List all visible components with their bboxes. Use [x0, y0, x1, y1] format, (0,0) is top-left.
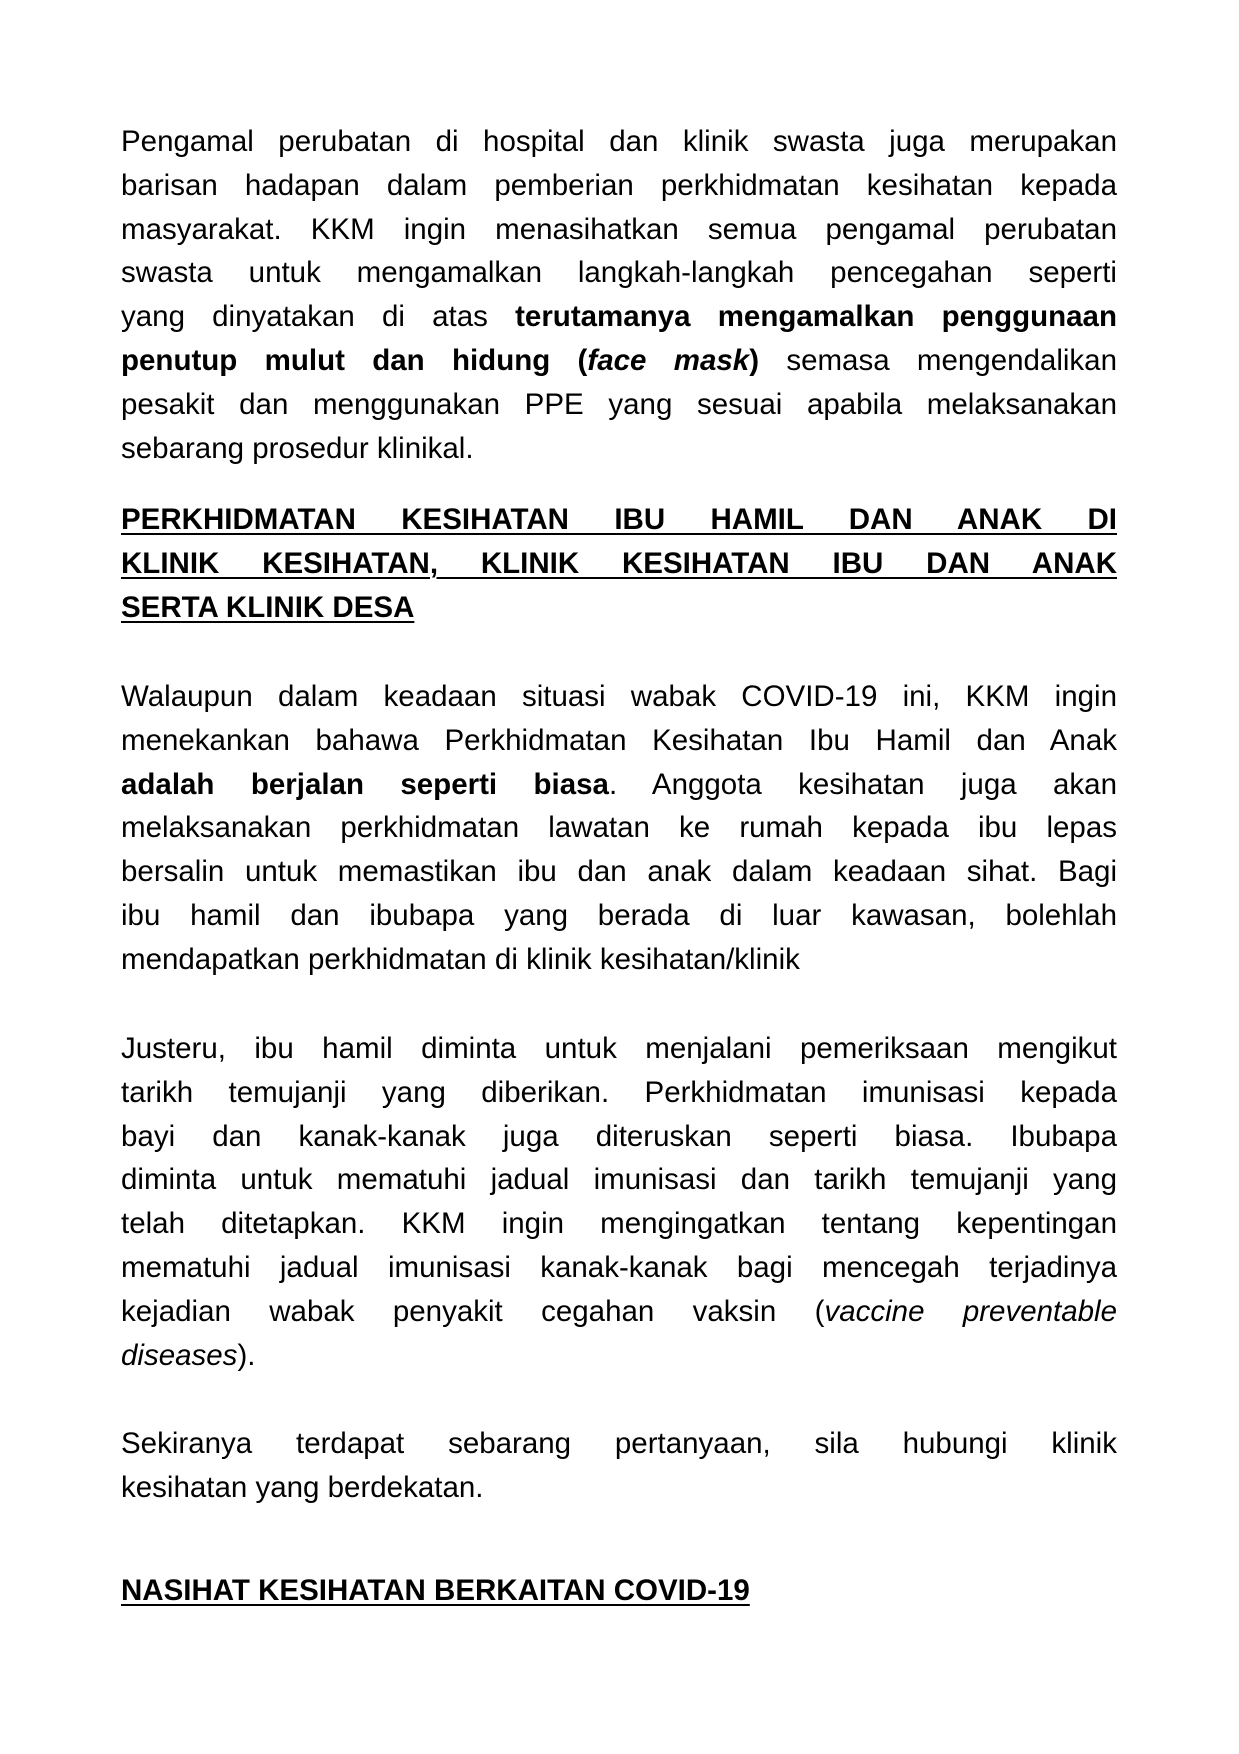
text-line: Sekiranya terdapat sebarang pertanyaan, sila hubungi klinik: [121, 1427, 1117, 1460]
text-line: barisan hadapan dalam pemberian perkhidmatan kesihatan kepada: [121, 168, 1117, 202]
text-line: mematuhi jadual imunisasi kanak-kanak bagi mencegah terjadinya: [121, 1250, 1117, 1284]
text-line: Pengamal perubatan di hospital dan klinik swasta juga merupakan: [121, 125, 1117, 158]
text: yang dinyatakan di atas: [121, 300, 516, 334]
text-line: swasta untuk mengamalkan langkah-langkah pencegahan seperti: [121, 256, 1117, 290]
bold-text: adalah berjalan seperti biasa: [121, 767, 609, 801]
heading-line: PERKHIDMATAN KESIHATAN IBU HAMIL DAN ANAK DI: [121, 503, 1117, 536]
text: semasa mengendalikan: [759, 343, 1117, 377]
text-line: melaksanakan perkhidmatan lawatan ke rumah kepada ibu lepas: [121, 811, 1117, 845]
heading-line: SERTA KLINIK DESA: [121, 590, 415, 624]
text: kejadian wabak penyakit cegahan vaksin (: [121, 1294, 825, 1328]
paragraph-enquiries: [121, 1422, 1117, 1510]
text-line: [121, 339, 1117, 383]
text-line: [121, 1334, 1117, 1378]
text-line: ibu hamil dan ibubapa yang berada di luar kawasan, bolehlah: [121, 898, 1117, 932]
heading-line: KLINIK KESIHATAN, KLINIK KESIHATAN IBU DAN ANAK: [121, 546, 1117, 580]
italic-text: diseases: [121, 1338, 238, 1372]
text-line: Justeru, ibu hamil diminta untuk menjalani pemeriksaan mengikut: [121, 1032, 1117, 1065]
bold-text: penutup mulut dan hidung (: [121, 343, 588, 377]
text-line: bayi dan kanak-kanak juga diteruskan seperti biasa. Ibubapa: [121, 1119, 1117, 1153]
bold-italic-text: face mask: [587, 343, 750, 377]
section-heading-maternal-child-health: [121, 498, 1117, 629]
heading-line: NASIHAT KESIHATAN BERKAITAN COVID-19: [121, 1574, 750, 1607]
paragraph-services-as-usual: [121, 675, 1117, 982]
text: ).: [237, 1338, 256, 1372]
text-line: [121, 1290, 1117, 1334]
text-line: Walaupun dalam keadaan situasi wabak COVID-19 ini, KKM ingin: [121, 680, 1117, 713]
text-line: [121, 763, 1117, 807]
text-line: telah ditetapkan. KKM ingin mengingatkan tentang kepentingan: [121, 1207, 1117, 1241]
text-line: diminta untuk mematuhi jadual imunisasi dan tarikh temujanji yang: [121, 1163, 1117, 1197]
bold-text: terutamanya mengamalkan penggunaan: [515, 300, 1117, 334]
section-heading-covid-advice: [121, 1569, 1117, 1613]
italic-text: vaccine preventable: [824, 1294, 1118, 1328]
text: . Anggota kesihatan juga akan: [608, 767, 1117, 801]
text-line: masyarakat. KKM ingin menasihatkan semua pengamal perubatan: [121, 212, 1117, 246]
text-line: sebarang prosedur klinikal.: [121, 431, 474, 465]
text-line: bersalin untuk memastikan ibu dan anak dalam keadaan sihat. Bagi: [121, 855, 1117, 889]
text-line: mendapatkan perkhidmatan di klinik kesihatan/klinik: [121, 942, 800, 976]
paragraph-private-practitioners: [121, 120, 1117, 470]
text-line: menekankan bahawa Perkhidmatan Kesihatan Ibu Hamil dan Anak: [121, 723, 1117, 757]
text-line: pesakit dan menggunakan PPE yang sesuai apabila melaksanakan: [121, 387, 1117, 421]
text-line: kesihatan yang berdekatan.: [121, 1470, 484, 1504]
text-line: tarikh temujanji yang diberikan. Perkhidmatan imunisasi kepada: [121, 1075, 1117, 1109]
paragraph-immunisation: [121, 1027, 1117, 1377]
text-line: [121, 295, 1117, 339]
bold-text: ): [749, 343, 760, 377]
